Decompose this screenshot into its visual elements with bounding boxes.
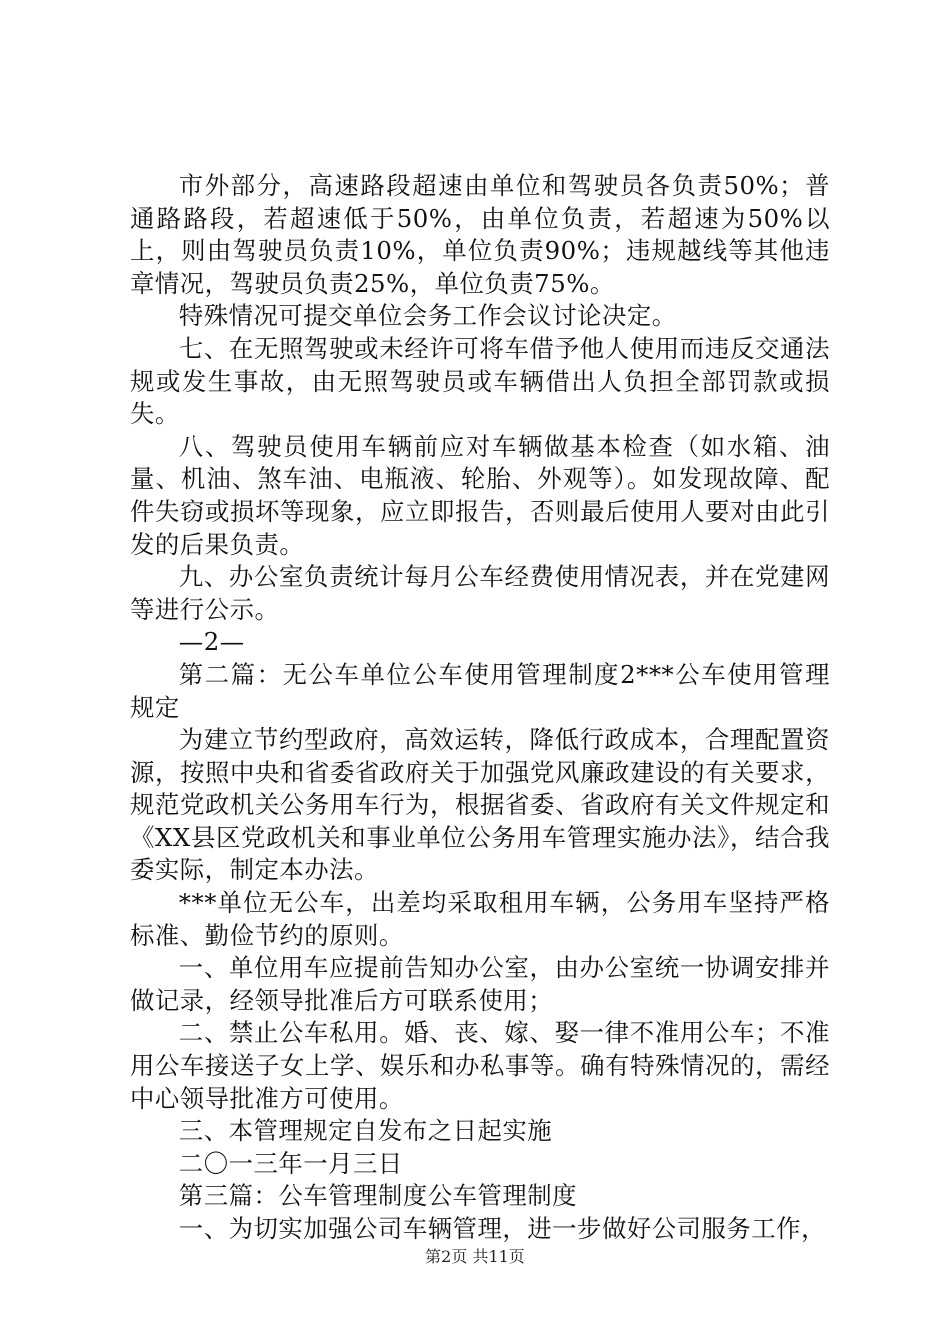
page-footer: 第2页 共11页 — [425, 1247, 525, 1266]
paragraph-rule-2: 二、禁止公车私用。婚、丧、嫁、娶一律不准用公车；不准用公车接送子女上学、娱乐和办私事等。确有特殊情况的，需经中心领导批准方可使用。 — [130, 1018, 830, 1113]
paragraph-special-cases: 特殊情况可提交单位会务工作会议讨论决定。 — [178, 301, 677, 331]
paragraph-date: 二〇一三年一月三日 — [178, 1148, 403, 1178]
section-heading-part-3: 第三篇：公车管理制度公车管理制度 — [178, 1181, 578, 1211]
paragraph-outside-city-speeding: 市外部分，高速路段超速由单位和驾驶员各负责50%；普通路路段，若超速低于50%，由单位负责，若超速为50%以上，则由驾驶员负责10%，单位负责90%；违规越线等其他违章情况，驾驶员负责25%，单位负责75%。 — [130, 171, 830, 298]
paragraph-rule-1: 一、单位用车应提前告知办公室，由办公室统一协调安排并做记录，经领导批准后方可联系使用； — [130, 953, 830, 1015]
inline-page-marker: —2— — [178, 627, 245, 657]
paragraph-purpose: 为建立节约型政府，高效运转，降低行政成本，合理配置资源，按照中央和省委省政府关于加强党风廉政建设的有关要求，规范党政机关公务用车行为，根据省委、省政府有关文件规定和《XX县区党政机关和事业单位公务用车管理实施办法》，结合我委实际，制定本办法。 — [130, 725, 830, 885]
section-heading-part-2: 第二篇：无公车单位公车使用管理制度2***公车使用管理规定 — [130, 659, 830, 722]
paragraph-part-3-item-1: 一、为切实加强公司车辆管理，进一步做好公司服务工作， — [178, 1214, 826, 1243]
paragraph-item-9: 九、办公室负责统计每月公车经费使用情况表，并在党建网等进行公示。 — [130, 562, 830, 624]
paragraph-rule-3: 三、本管理规定自发布之日起实施 — [178, 1116, 553, 1146]
document-body — [130, 170, 830, 1246]
paragraph-item-7: 七、在无照驾驶或未经许可将车借予他人使用而违反交通法规或发生事故，由无照驾驶员或车辆借出人负担全部罚款或损失。 — [130, 333, 830, 429]
paragraph-no-official-car: ***单位无公车，出差均采取租用车辆，公务用车坚持严格标准、勤俭节约的原则。 — [130, 888, 830, 950]
paragraph-item-8: 八、驾驶员使用车辆前应对车辆做基本检查（如水箱、油量、机油、煞车油、电瓶液、轮胎、外观等）。如发现故障、配件失窃或损坏等现象，应立即报告，否则最后使用人要对由此引发的后果负责。 — [130, 431, 830, 559]
